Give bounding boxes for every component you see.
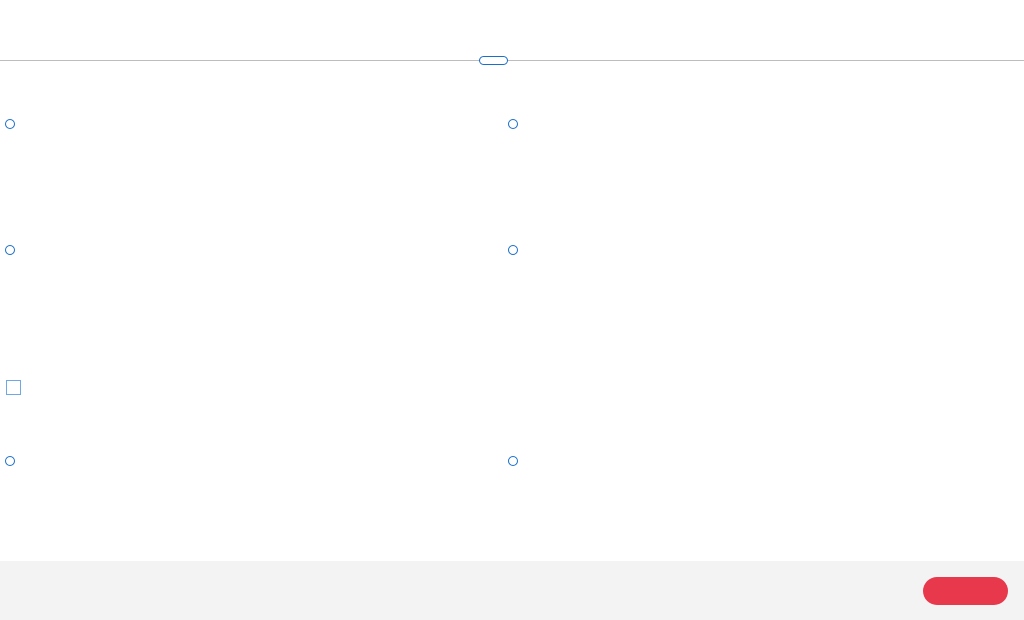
section-divider xyxy=(0,60,1024,61)
radio-button[interactable] xyxy=(5,456,15,466)
radio-button[interactable] xyxy=(5,245,15,255)
part-a-option-c[interactable] xyxy=(5,245,205,370)
expand-button[interactable] xyxy=(479,56,508,65)
footer-bar xyxy=(0,561,1024,620)
percentage-input[interactable] xyxy=(6,380,21,395)
radio-button[interactable] xyxy=(508,456,518,466)
part-a-answer-line xyxy=(5,380,22,395)
radio-button[interactable] xyxy=(5,119,15,129)
part-a-option-a[interactable] xyxy=(5,119,205,244)
radio-button[interactable] xyxy=(508,119,518,129)
radio-button[interactable] xyxy=(508,245,518,255)
part-a-option-b[interactable] xyxy=(508,119,708,244)
part-a-option-d[interactable] xyxy=(508,245,708,370)
next-button[interactable] xyxy=(923,577,1008,605)
